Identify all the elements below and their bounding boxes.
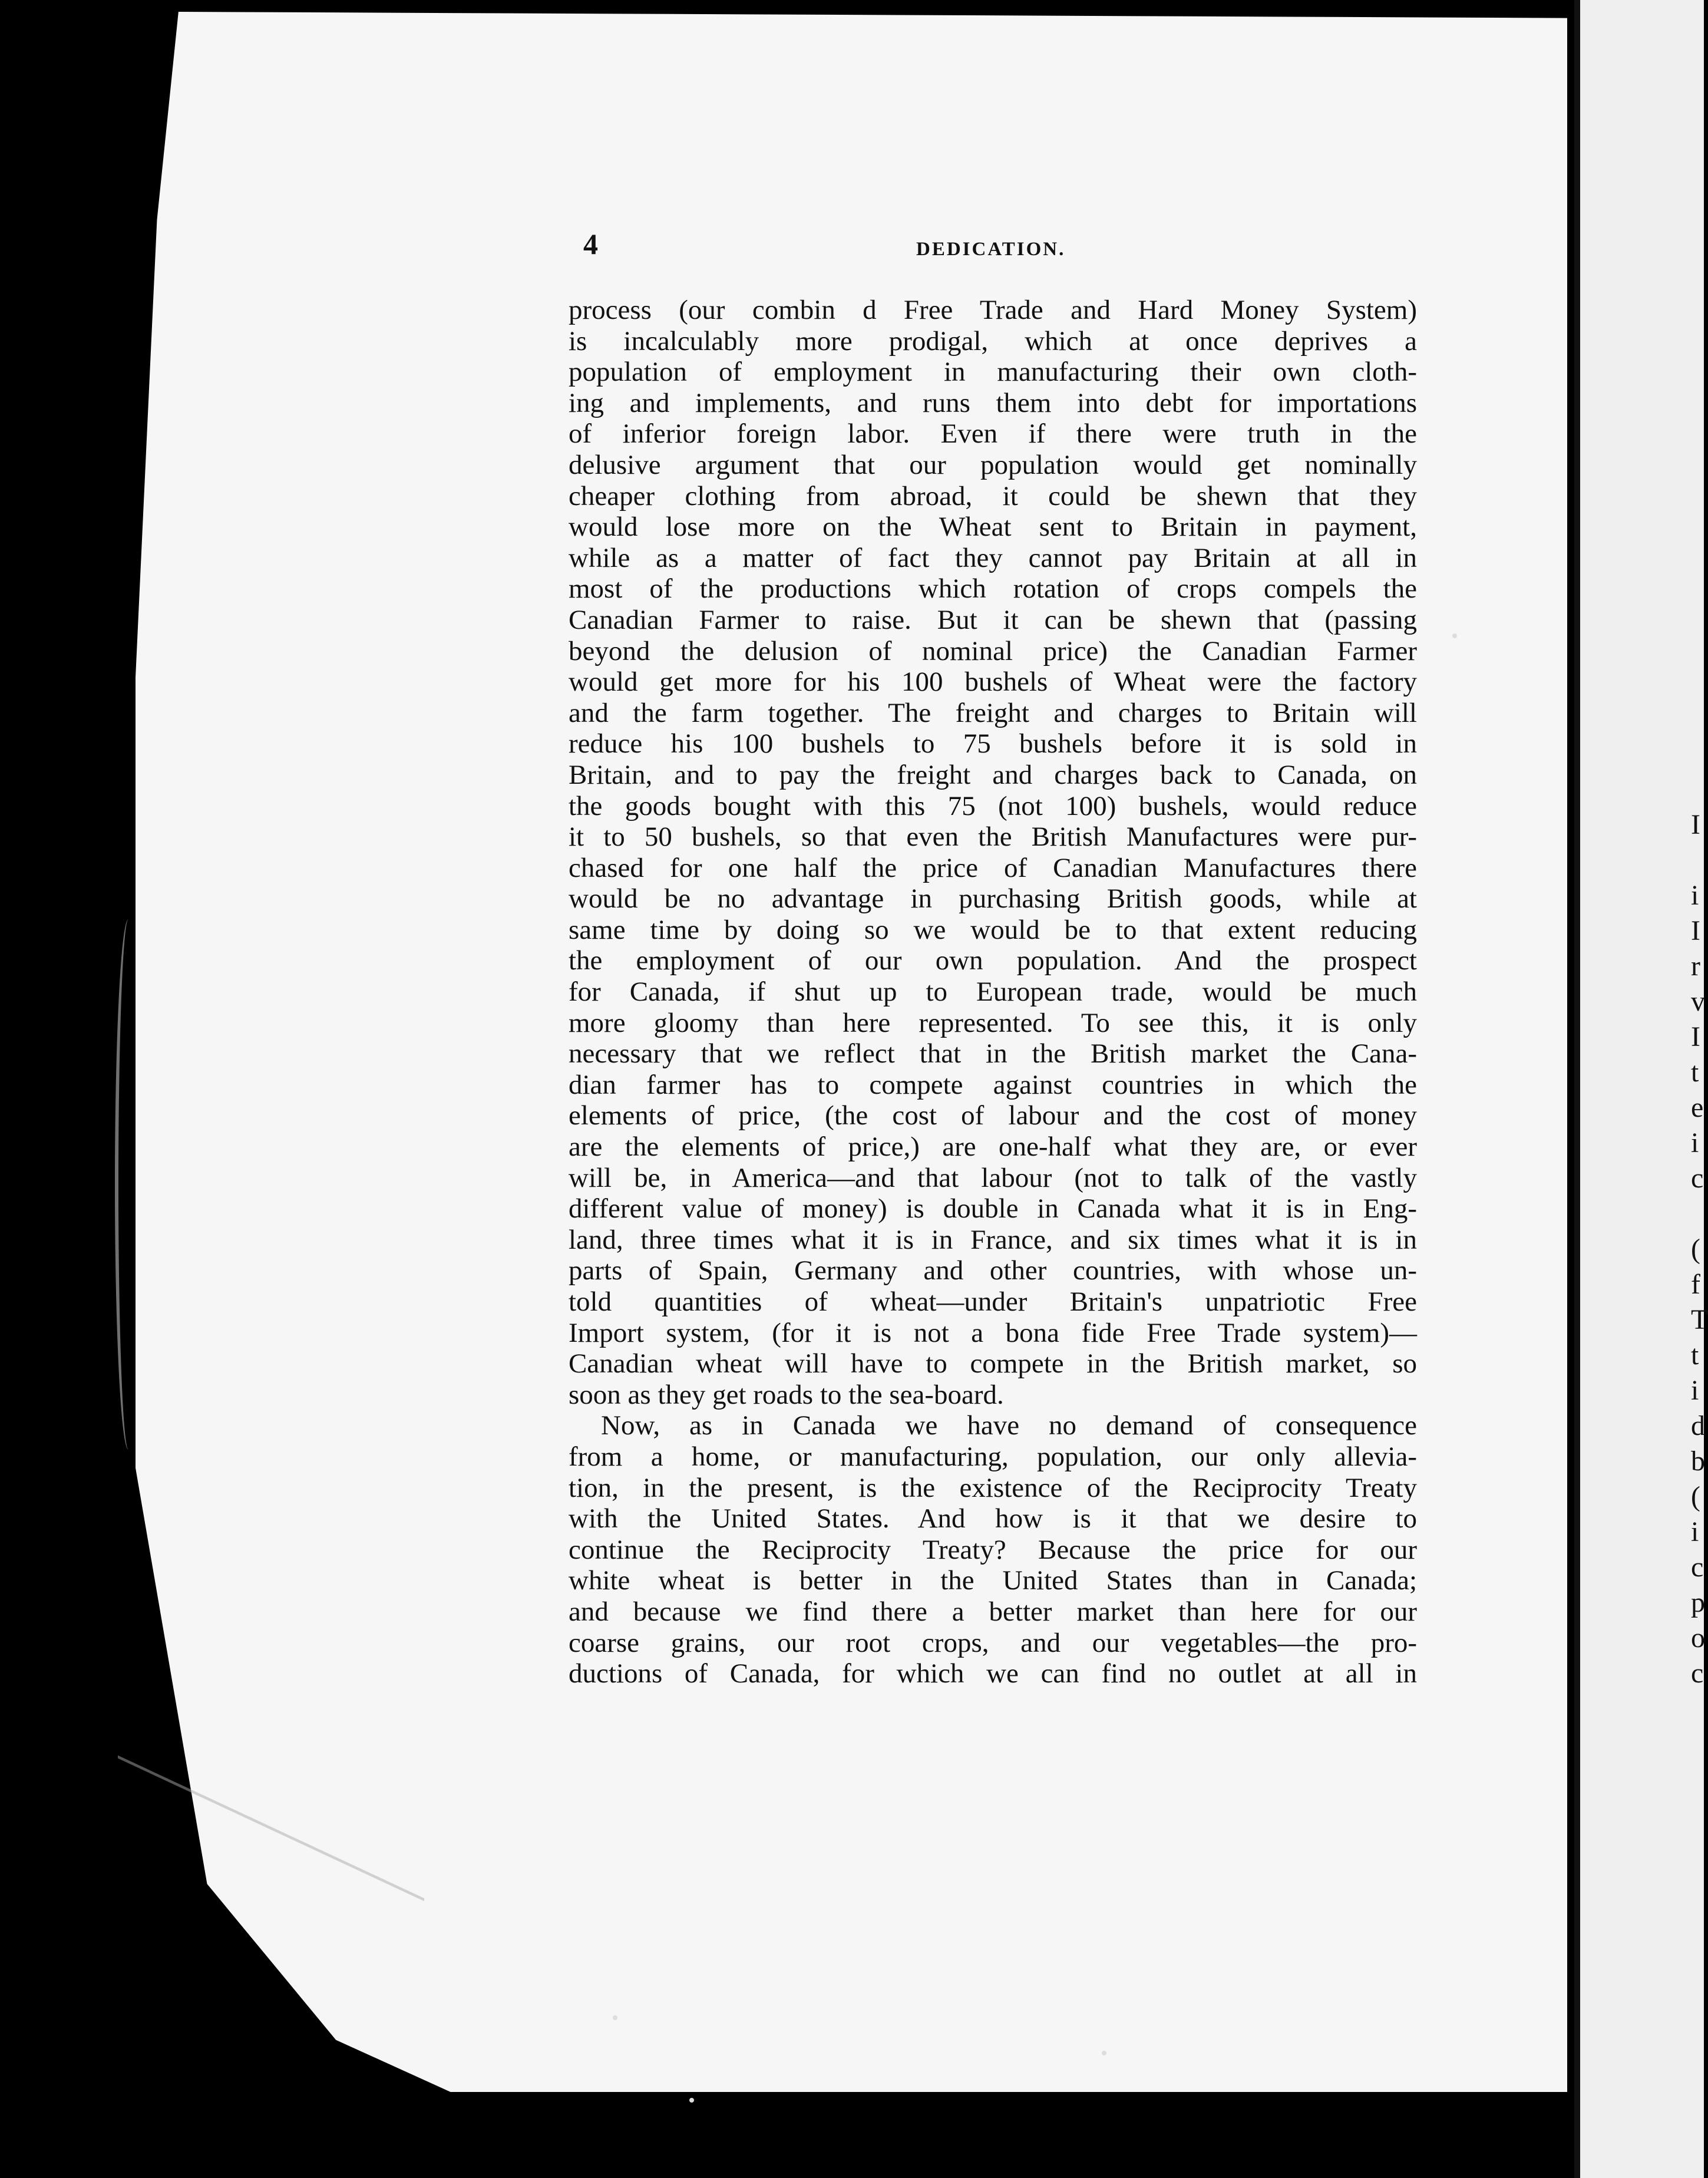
paper-speck <box>689 2098 694 2103</box>
text-line: Import system, (for it is not a bona fide Free Trade system)— <box>569 1317 1417 1348</box>
text-line: same time by doing so we would be to that extent reducing <box>569 914 1417 945</box>
text-line: of inferior foreign labor. Even if there were truth in the <box>569 418 1417 450</box>
text-line: process (our combin d Free Trade and Hard Money System) <box>569 295 1417 325</box>
text-line: and the farm together. The freight and charges to Britain will <box>569 697 1417 728</box>
text-line: Canadian Farmer to raise. But it can be shewn that (passing <box>569 604 1417 635</box>
text-line: the employment of our own population. And the prospect <box>569 945 1417 976</box>
text-line: more gloomy than here represented. To see this, it is only <box>569 1007 1417 1038</box>
text-line: are the elements of price,) are one-half what they are, or ever <box>569 1131 1417 1163</box>
paper-speck <box>613 2015 617 2020</box>
text-line: from a home, or manufacturing, population, our only allevia- <box>569 1441 1417 1472</box>
text-line: would get more for his 100 bushels of Wheat were the factory <box>569 666 1417 698</box>
text-line: with the United States. And how is it that we desire to <box>569 1503 1417 1534</box>
body-text <box>569 295 1417 1689</box>
text-line: necessary that we reflect that in the British market the Cana- <box>569 1038 1417 1070</box>
text-line: soon as they get roads to the sea-board. <box>569 1379 1004 1410</box>
text-line: ductions of Canada, for which we can find no outlet at all in <box>569 1658 1417 1689</box>
text-line: cheaper clothing from abroad, it could be shewn that they <box>569 480 1417 512</box>
paper-speck <box>1452 633 1457 638</box>
text-line: for Canada, if shut up to European trade, would be much <box>569 976 1417 1008</box>
text-line: Now, as in Canada we have no demand of consequence <box>601 1410 1417 1441</box>
text-line: delusive argument that our population would get nominally <box>569 449 1417 480</box>
page-number: 4 <box>583 227 598 260</box>
text-line: white wheat is better in the United States than in Canada; <box>569 1565 1417 1596</box>
text-line: chased for one half the price of Canadian Manufactures there <box>569 852 1417 883</box>
text-line: beyond the delusion of nominal price) the Canadian Farmer <box>569 635 1417 666</box>
page-crease <box>115 919 142 1450</box>
text-line: would lose more on the Wheat sent to Britain in payment, <box>569 512 1417 543</box>
facing-page-edge <box>1574 0 1704 2178</box>
text-line: tion, in the present, is the existence of the Reciprocity Treaty <box>569 1472 1417 1503</box>
text-line: it to 50 bushels, so that even the British Manufactures were pur- <box>569 821 1417 853</box>
text-line: continue the Reciprocity Treaty? Because the price for our <box>569 1534 1417 1565</box>
text-line: population of employment in manufacturing their own cloth- <box>569 357 1417 388</box>
text-line: the goods bought with this 75 (not 100) bushels, would reduce <box>569 790 1417 821</box>
text-line: land, three times what it is in France, and six times what it is in <box>569 1224 1417 1255</box>
text-line: and because we find there a better market than here for our <box>569 1596 1417 1627</box>
text-line: would be no advantage in purchasing British goods, while at <box>569 883 1417 915</box>
text-line: dian farmer has to compete against countries in which the <box>569 1069 1417 1100</box>
running-head: DEDICATION. <box>916 239 1066 260</box>
text-line: coarse grains, our root crops, and our vegetables—the pro- <box>569 1627 1417 1658</box>
text-line: told quantities of wheat—under Britain's unpatriotic Free <box>569 1286 1417 1317</box>
text-line: Canadian wheat will have to compete in the British market, so <box>569 1348 1417 1380</box>
text-line: while as a matter of fact they cannot pay Britain at all in <box>569 542 1417 573</box>
text-line: different value of money) is double in Canada what it is in Eng- <box>569 1193 1417 1225</box>
text-line: elements of price, (the cost of labour and the cost of money <box>569 1100 1417 1131</box>
paper-speck <box>1102 2051 1106 2055</box>
text-line: is incalculably more prodigal, which at once deprives a <box>569 325 1417 357</box>
text-line: parts of Spain, Germany and other countries, with whose un- <box>569 1255 1417 1286</box>
text-line: ing and implements, and runs them into debt for importations <box>569 387 1417 418</box>
facing-page-text-fragment: I i I r v I t e i c ( f T t i d b ( i c p o c <box>1691 809 1708 1689</box>
text-line: Britain, and to pay the freight and charges back to Canada, on <box>569 759 1417 790</box>
text-line: will be, in America—and that labour (not to talk of the vastly <box>569 1162 1417 1193</box>
page-gutter-shadow <box>1574 0 1580 2178</box>
text-line: reduce his 100 bushels to 75 bushels before it is sold in <box>569 728 1417 760</box>
text-line: most of the productions which rotation of crops compels the <box>569 573 1417 605</box>
